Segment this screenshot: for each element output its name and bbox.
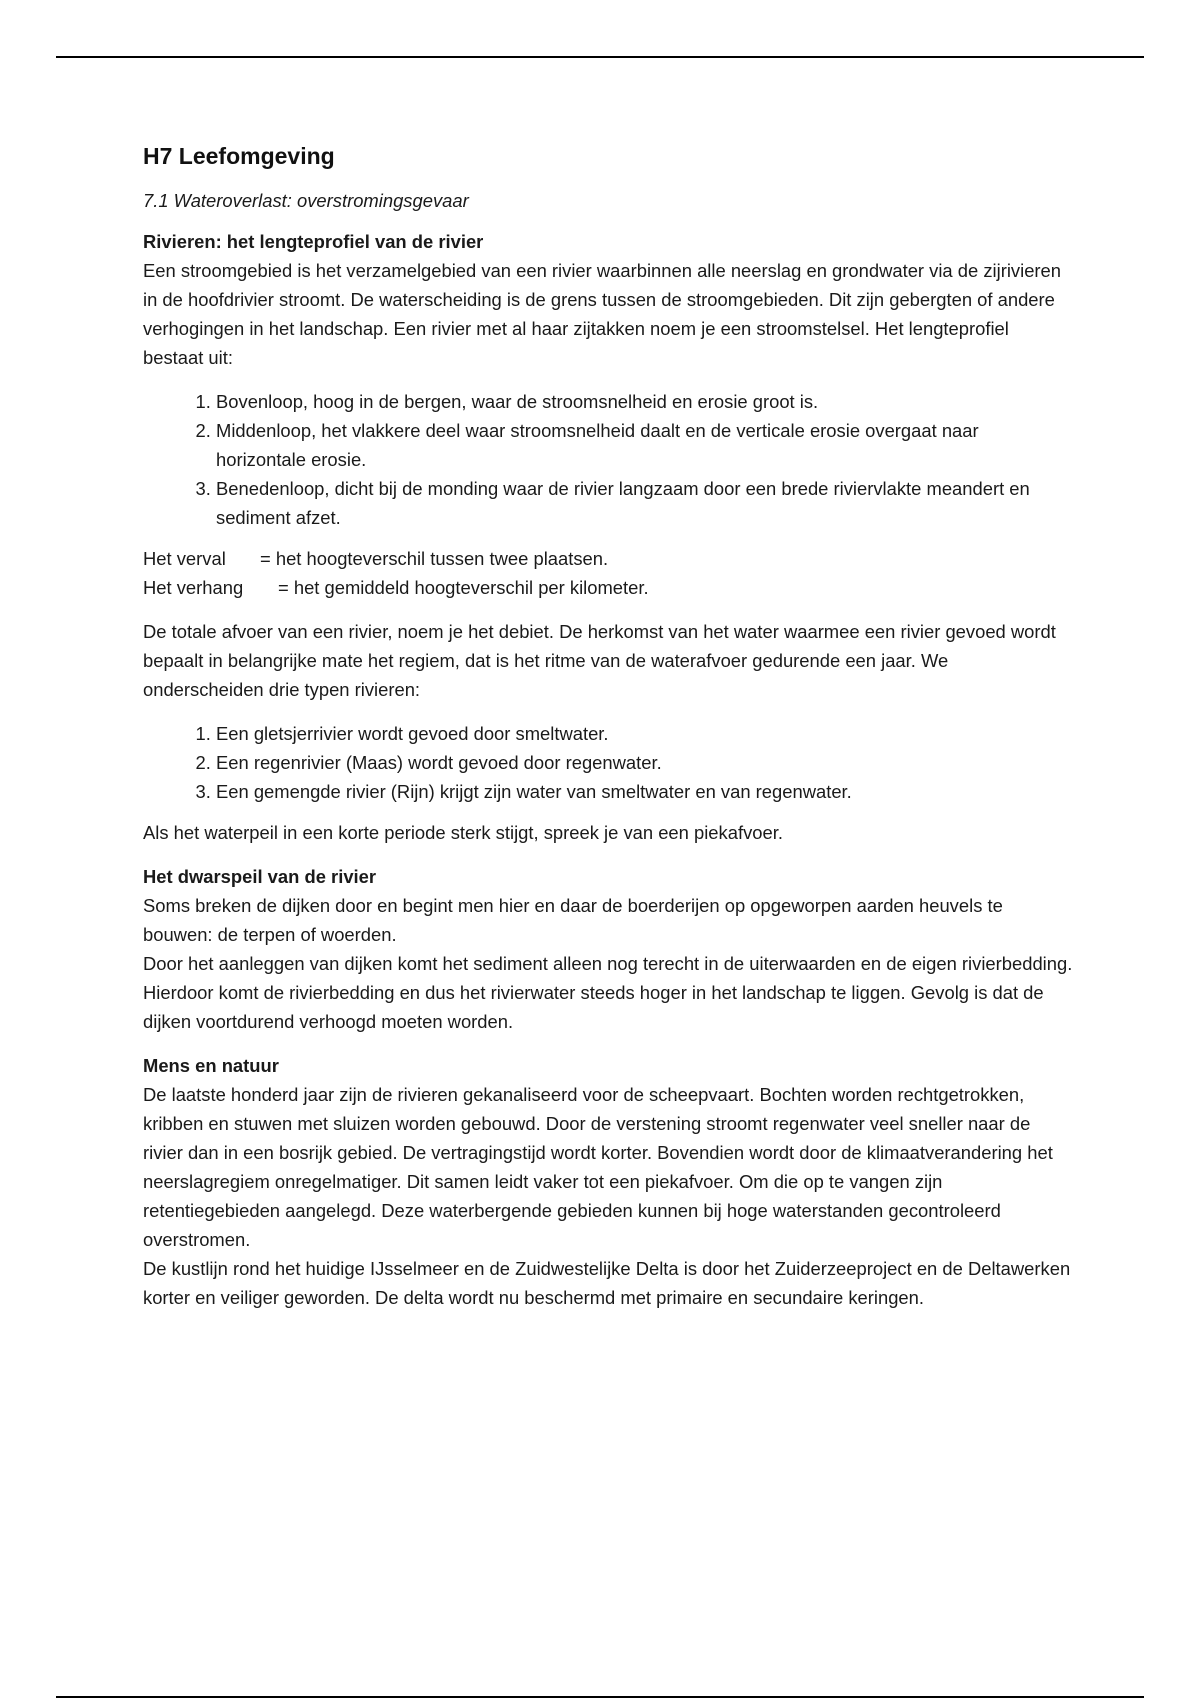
river-types-list — [143, 719, 1073, 806]
intro-paragraph: Een stroomgebied is het verzamelgebied van een rivier waarbinnen alle neerslag en grondwater via de zijrivieren in de hoofdrivier stroomt. De waterscheiding is de grens tussen de stroomgebieden. Dit zijn gebergten of andere verhogingen in het landschap. Een rivier met al haar zijtakken noem je een stroomstelsel. Het lengteprofiel bestaat uit: — [143, 260, 1062, 368]
definition-term: Het verhang — [143, 577, 244, 598]
list-item: 3. Een gemengde rivier (Rijn) krijgt zijn water van smeltwater en van regenwater. — [216, 777, 1073, 806]
piekafvoer-paragraph: Als het waterpeil in een korte periode sterk stijgt, spreek je van een piekafvoer. — [143, 822, 783, 843]
page-title: H7 Leefomgeving — [143, 143, 335, 169]
definition-term: Het verval — [143, 548, 226, 569]
dwarspeil-paragraph-2: Door het aanleggen van dijken komt het sediment alleen nog terecht in de uiterwaarden en de eigen rivierbedding. Hierdoor komt de rivierbedding en dus het rivierwater steeds hoger in het landschap te liggen. Gevolg is dat de dijken voortdurend verhoogd moeten worden. — [143, 953, 1073, 1032]
definitions — [143, 544, 1073, 602]
page-subtitle: 7.1 Wateroverlast: overstromingsgevaar — [143, 190, 469, 211]
list-item: 3. Benedenloop, dicht bij de monding waar de rivier langzaam door een brede riviervlakte meandert en sediment afzet. — [216, 474, 1073, 532]
mens-natuur-paragraph-2: De kustlijn rond het huidige IJsselmeer en de Zuidwestelijke Delta is door het Zuiderzeeproject en de Deltawerken korter en veiliger geworden. De delta wordt nu beschermd met primaire en secundaire keringen. — [143, 1258, 1071, 1308]
section-heading-mens-natuur: Mens en natuur — [143, 1055, 279, 1076]
section-heading-lengteprofiel: Rivieren: het lengteprofiel van de rivier — [143, 231, 484, 252]
list-item: 1. Een gletsjerrivier wordt gevoed door smeltwater. — [216, 719, 1073, 748]
definition-text: = het gemiddeld hoogteverschil per kilometer. — [278, 577, 649, 598]
definition-verval — [143, 544, 1073, 573]
dwarspeil-paragraph-1: Soms breken de dijken door en begint men hier en daar de boerderijen op opgeworpen aarden heuvels te bouwen: de terpen of woerden. — [143, 895, 1003, 945]
top-rule — [56, 56, 1144, 58]
debiet-paragraph: De totale afvoer van een rivier, noem je het debiet. De herkomst van het water waarmee een rivier gevoed wordt bepaalt in belangrijke mate het regiem, dat is het ritme van de waterafvoer gedurende een jaar. We onderscheiden drie typen rivieren: — [143, 621, 1056, 700]
definition-verhang — [143, 573, 1073, 602]
bottom-rule — [56, 1696, 1144, 1698]
list-item: 2. Een regenrivier (Maas) wordt gevoed door regenwater. — [216, 748, 1073, 777]
lengteprofiel-list — [143, 387, 1073, 532]
document-body — [143, 140, 1073, 1312]
mens-natuur-paragraph-1: De laatste honderd jaar zijn de rivieren gekanaliseerd voor de scheepvaart. Bochten worden rechtgetrokken, kribben en stuwen met sluizen worden gebouwd. Door de verstening stroomt regenwater veel sneller naar de rivier dan in een bosrijk gebied. De vertragingstijd wordt korter. Bovendien wordt door de klimaatverandering het neerslagregiem onregelmatiger. Dit samen leidt vaker tot een piekafvoer. Om die op te vangen zijn retentiegebieden aangelegd. Deze waterbergende gebieden kunnen bij hoge waterstanden gecontroleerd overstromen. — [143, 1084, 1053, 1250]
list-item: 2. Middenloop, het vlakkere deel waar stroomsnelheid daalt en de verticale erosie overgaat naar horizontale erosie. — [216, 416, 1073, 474]
definition-text: = het hoogteverschil tussen twee plaatsen. — [260, 548, 609, 569]
list-item: 1. Bovenloop, hoog in de bergen, waar de stroomsnelheid en erosie groot is. — [216, 387, 1073, 416]
section-heading-dwarspeil: Het dwarspeil van de rivier — [143, 866, 377, 887]
